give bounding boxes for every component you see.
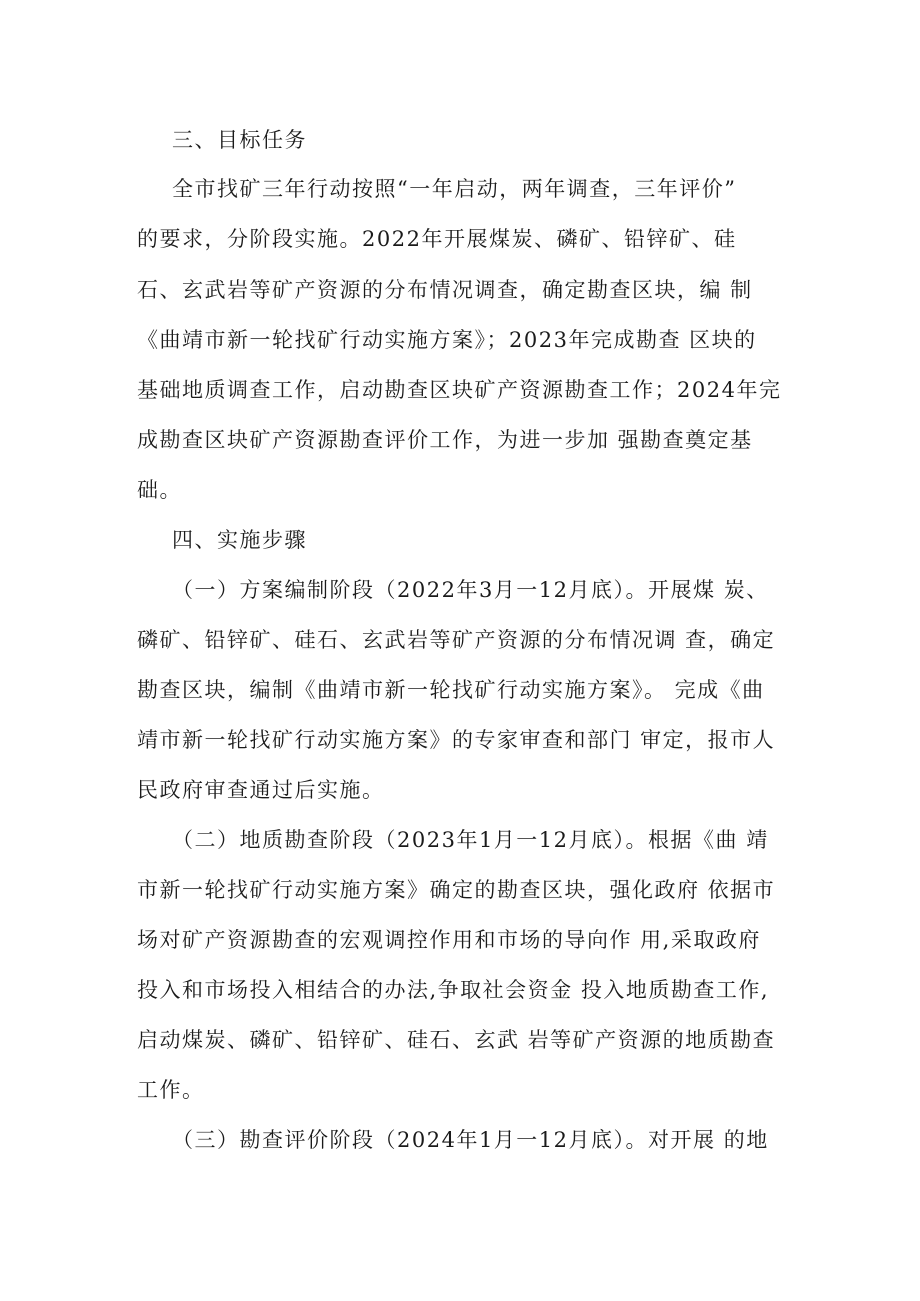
paragraph-line: 成勘查区块矿产资源勘查评价工作，为进一步加 强勘查奠定基 bbox=[137, 428, 753, 452]
paragraph-line: 磷矿、铅锌矿、硅石、玄武岩等矿产资源的分布情况调 查，确定 bbox=[137, 628, 776, 652]
section-heading-4: 四、实施步骤 bbox=[172, 528, 307, 552]
paragraph-line: 投入和市场投入相结合的办法,争取社会资金 投入地质勘查工作, bbox=[137, 978, 770, 1002]
paragraph-line: （一）方案编制阶段（2022年3月一12月底）。开展煤 炭、 bbox=[172, 578, 769, 602]
paragraph-line: 靖市新一轮找矿行动实施方案》的专家审查和部门 审定，报市人 bbox=[137, 728, 776, 752]
paragraph-line: 石、玄武岩等矿产资源的分布情况调查，确定勘查区块，编 制 bbox=[137, 278, 753, 302]
paragraph-line: 础。 bbox=[137, 478, 182, 502]
paragraph-line: （二）地质勘查阶段（2023年1月一12月底）。根据《曲 靖 bbox=[172, 828, 769, 852]
paragraph-line: 市新一轮找矿行动实施方案》确定的勘查区块，强化政府 依据市 bbox=[137, 878, 776, 902]
paragraph-line: 的要求，分阶段实施。2022年开展煤炭、磷矿、铅锌矿、硅 bbox=[137, 227, 737, 251]
paragraph-line: 场对矿产资源勘查的宏观调控作用和市场的导向作 用,采取政府 bbox=[137, 928, 761, 952]
section-heading-3: 三、目标任务 bbox=[172, 128, 307, 152]
paragraph-line: 全市找矿三年行动按照“一年启动，两年调查，三年评价” bbox=[172, 177, 737, 201]
paragraph-line: （三）勘查评价阶段（2024年1月一12月底）。对开展 的地 bbox=[172, 1128, 769, 1152]
paragraph-line: 基础地质调查工作，启动勘查区块矿产资源勘查工作；2024年完 bbox=[137, 378, 782, 402]
paragraph-line: 工作。 bbox=[137, 1078, 205, 1102]
paragraph-line: 《曲靖市新一轮找矿行动实施方案》；2023年完成勘查 区块的 bbox=[137, 328, 757, 352]
paragraph-line: 启动煤炭、磷矿、铅锌矿、硅石、玄武 岩等矿产资源的地质勘查 bbox=[137, 1028, 776, 1052]
paragraph-line: 勘查区块，编制《曲靖市新一轮找矿行动实施方案》。 完成《曲 bbox=[137, 678, 765, 702]
paragraph-line: 民政府审查通过后实施。 bbox=[137, 778, 385, 802]
